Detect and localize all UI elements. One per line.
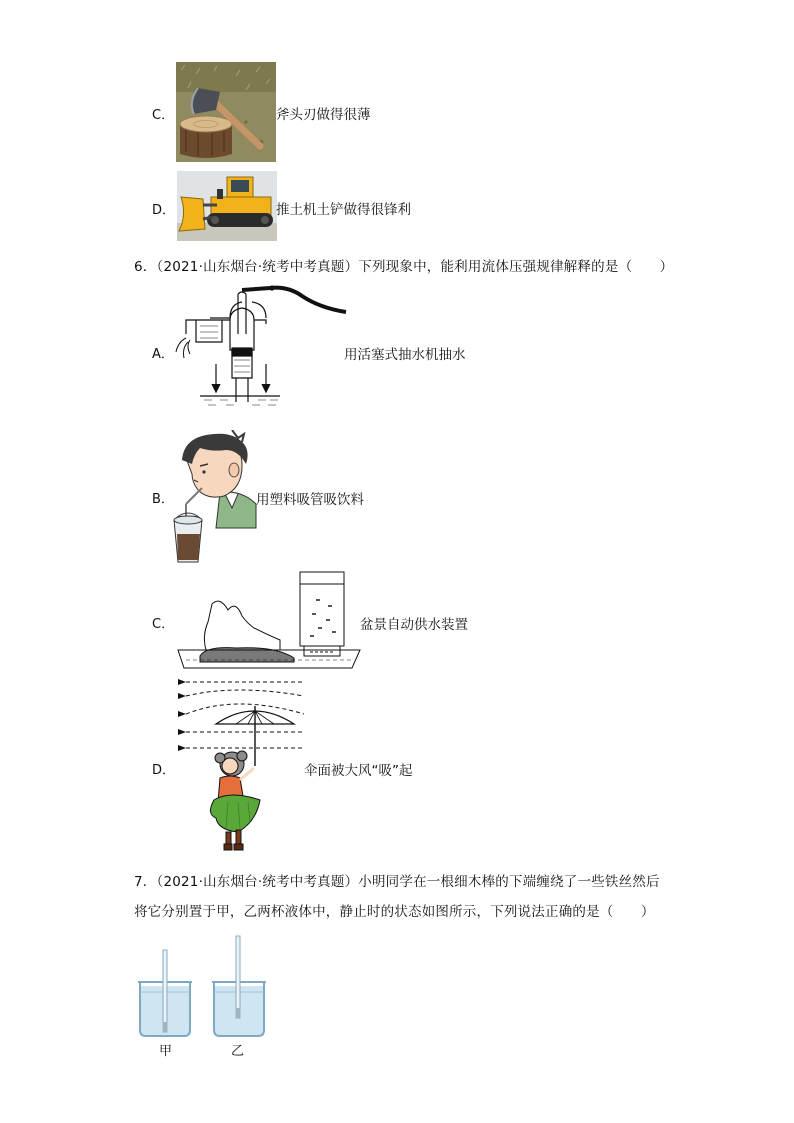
option-d-text-q6: 伞面被大风“吸”起: [304, 763, 413, 779]
beakers-diagram: [136, 934, 266, 1044]
option-d-letter: D．: [152, 203, 176, 218]
bulldozer-photo: [177, 171, 277, 241]
beaker-label-jia: 甲: [159, 1044, 173, 1059]
option-b-text: 用塑料吸管吸饮料: [256, 492, 364, 508]
option-d-text: 推土机土铲做得很锋利: [276, 202, 411, 218]
question-7-stem-line1: 7．（2021·山东烟台·统考中考真题）小明同学在一根细木棒的下端缠绕了一些铁丝然后: [134, 874, 660, 890]
piston-pump-diagram: [170, 280, 350, 410]
beaker-yi: [212, 936, 266, 1036]
umbrella-wind-illustration: [176, 672, 308, 860]
option-c-text: 斧头刃做得很薄: [276, 107, 371, 123]
question-7-stem-line2: 将它分别置于甲，乙两杯液体中，静止时的状态如图所示，下列说法正确的是（ ）: [134, 904, 655, 920]
bonsai-water-supply-diagram: [176, 570, 362, 674]
option-b-letter: B．: [152, 492, 174, 507]
boy-drinking-straw-illustration: [172, 430, 262, 564]
option-c-letter: C．: [152, 108, 175, 123]
option-c-text-q6: 盆景自动供水装置: [360, 617, 468, 633]
question-6-stem: 6．（2021·山东烟台·统考中考真题）下列现象中，能利用流体压强规律解释的是（ ）: [134, 259, 674, 275]
axe-photo: [176, 62, 276, 162]
option-a-letter: A．: [152, 347, 174, 362]
option-c-letter-q6: C．: [152, 617, 175, 632]
beaker-jia: [138, 950, 192, 1036]
option-d-letter-q6: D．: [152, 763, 176, 778]
option-a-text: 用活塞式抽水机抽水: [344, 347, 466, 363]
beaker-label-yi: 乙: [231, 1044, 245, 1059]
